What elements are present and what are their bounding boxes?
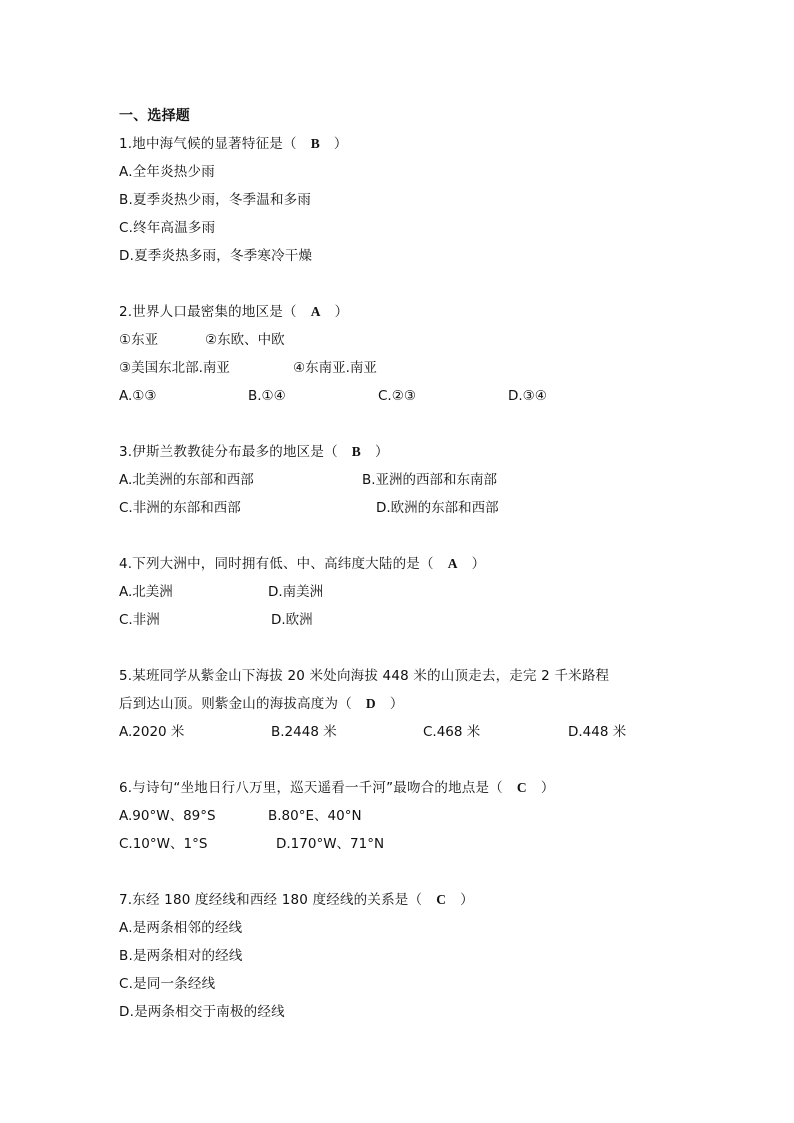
question-5-option-c: C.468 米 <box>423 724 481 740</box>
question-1-option-a: A.全年炎热少雨 <box>119 164 215 180</box>
question-4-option-a: A.北美洲 <box>119 584 173 600</box>
question-2-option-d: D.③④ <box>508 388 547 404</box>
answer-letter: A <box>447 556 458 571</box>
question-5-option-b: B.2448 米 <box>271 724 337 740</box>
stem-text: 2.世界人口最密集的地区是（ <box>119 304 297 320</box>
stem-text: 4.下列大洲中，同时拥有低、中、高纬度大陆的是（ <box>119 556 434 572</box>
question-2-item-4: ④东南亚.南亚 <box>293 360 377 376</box>
question-5-stem <box>119 694 404 714</box>
question-2-item-3: ③美国东北部.南亚 <box>119 360 230 376</box>
question-4-stem <box>119 554 485 574</box>
question-2-option-b: B.①④ <box>248 388 286 404</box>
question-6-option-b: B.80°E、40°N <box>268 808 362 824</box>
answer-letter: B <box>351 444 361 459</box>
section-title: 一、选择题 <box>119 108 190 124</box>
question-3-option-b: B.亚洲的西部和东南部 <box>362 472 498 488</box>
question-4-option-c: C.非洲 <box>119 612 160 628</box>
question-2-item-2: ②东欧、中欧 <box>205 332 285 348</box>
stem-close: ） <box>540 780 555 796</box>
question-1-option-c: C.终年高温多雨 <box>119 220 216 236</box>
question-7-option-d: D.是两条相交于南极的经线 <box>119 1004 285 1020</box>
stem-text: 6.与诗句“坐地日行八万里，巡天遥看一千河”最吻合的地点是（ <box>119 780 503 796</box>
question-6-stem <box>119 778 555 798</box>
answer-letter: D <box>365 696 376 711</box>
question-7-stem <box>119 890 474 910</box>
question-6-option-d: D.170°W、71°N <box>276 836 385 852</box>
question-2-item-1: ①东亚 <box>119 332 159 348</box>
question-3-option-c: C.非洲的东部和西部 <box>119 500 241 516</box>
stem-close: ） <box>460 892 474 908</box>
question-7-option-a: A.是两条相邻的经线 <box>119 920 243 936</box>
stem-close: ） <box>471 556 486 572</box>
stem-text: 1.地中海气候的显著特征是（ <box>119 136 297 152</box>
stem-text: 7.东经 180 度经线和西经 180 度经线的关系是（ <box>119 892 423 908</box>
question-5-stem-line1: 5.某班同学从紫金山下海拔 20 米处向海拔 448 米的山顶走去，走完 2 千米路程 <box>119 668 610 684</box>
question-7-option-c: C.是同一条经线 <box>119 976 216 992</box>
question-7-option-b: B.是两条相对的经线 <box>119 948 243 964</box>
question-4-option-b: D.南美洲 <box>268 584 324 600</box>
question-2-option-a: A.①③ <box>119 388 157 404</box>
question-2-option-c: C.②③ <box>378 388 416 404</box>
question-1-stem <box>119 134 348 154</box>
stem-close: ） <box>389 696 404 712</box>
answer-letter: C <box>436 892 447 907</box>
question-1-option-d: D.夏季炎热多雨，冬季寒冷干燥 <box>119 248 313 264</box>
answer-letter: C <box>516 780 527 795</box>
question-2-stem <box>119 302 348 322</box>
question-5-option-d: D.448 米 <box>568 724 627 740</box>
question-6-option-a: A.90°W、89°S <box>119 808 216 824</box>
question-1-option-b: B.夏季炎热少雨，冬季温和多雨 <box>119 192 312 208</box>
question-6-option-c: C.10°W、1°S <box>119 836 208 852</box>
question-3-option-a: A.北美洲的东部和西部 <box>119 472 254 488</box>
answer-letter: A <box>310 304 321 319</box>
stem-close: ） <box>334 304 349 320</box>
stem-text: 后到达山顶。则紫金山的海拔高度为（ <box>119 696 352 712</box>
question-3-option-d: D.欧洲的东部和西部 <box>376 500 499 516</box>
answer-letter: B <box>310 136 320 151</box>
stem-close: ） <box>375 444 389 460</box>
stem-text: 3.伊斯兰教教徒分布最多的地区是（ <box>119 444 338 460</box>
question-3-stem <box>119 442 389 462</box>
question-5-option-a: A.2020 米 <box>119 724 185 740</box>
stem-close: ） <box>333 136 348 152</box>
question-4-option-d: D.欧洲 <box>271 612 313 628</box>
